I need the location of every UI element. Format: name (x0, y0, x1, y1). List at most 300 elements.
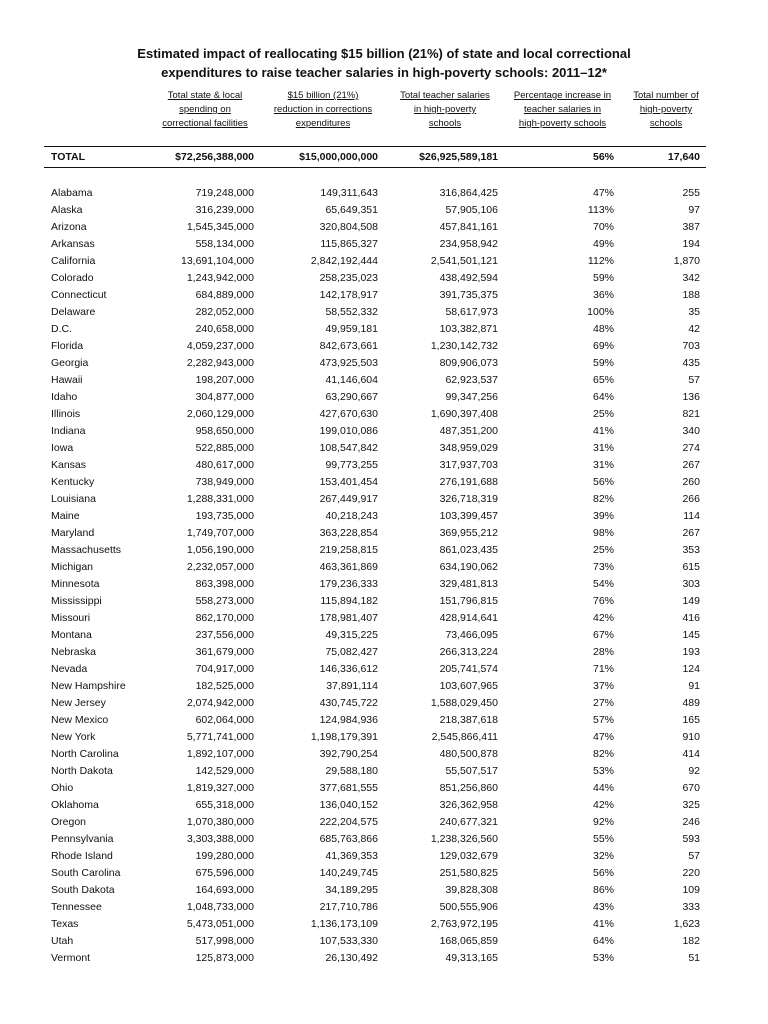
state-name: South Dakota (51, 884, 115, 896)
reduction-cell: 149,311,643 (320, 187, 378, 199)
header-reduction: $15 billion (21%) reduction in corrections expenditures (273, 90, 373, 129)
salaries-cell: 168,065,859 (439, 935, 498, 947)
salaries-cell: 39,828,308 (445, 884, 498, 896)
salaries-cell: 2,763,972,195 (430, 918, 498, 930)
state-name: Delaware (51, 306, 96, 318)
state-name: Hawaii (51, 374, 83, 386)
pct-increase-cell: 53% (592, 952, 614, 964)
reduction-cell: 1,136,173,109 (310, 918, 378, 930)
spending-cell: 1,056,190,000 (186, 544, 254, 556)
state-name: Kentucky (51, 476, 95, 488)
pct-increase-cell: 55% (592, 833, 614, 845)
table-row (0, 883, 768, 900)
table-row (0, 764, 768, 781)
pct-increase-cell: 56% (592, 476, 614, 488)
spending-cell: 1,243,942,000 (186, 272, 254, 284)
spending-cell: 237,556,000 (195, 629, 254, 641)
spending-cell: 316,239,000 (195, 204, 254, 216)
state-name: Pennsylvania (51, 833, 114, 845)
schools-cell: 593 (682, 833, 700, 845)
pct-increase-cell: 31% (592, 459, 614, 471)
pct-increase-cell: 76% (592, 595, 614, 607)
pct-increase-cell: 39% (592, 510, 614, 522)
pct-increase-cell: 32% (592, 850, 614, 862)
header-number-of-schools: Total number of high-poverty schools (633, 90, 699, 129)
schools-cell: 109 (682, 884, 700, 896)
salaries-cell: 55,507,517 (445, 765, 498, 777)
schools-cell: 149 (682, 595, 700, 607)
pct-increase-cell: 44% (592, 782, 614, 794)
pct-increase-cell: 112% (587, 255, 614, 267)
salaries-cell: 809,906,073 (439, 357, 498, 369)
table-row (0, 322, 768, 339)
spending-cell: 684,889,000 (195, 289, 254, 301)
table-row (0, 254, 768, 271)
state-name: Florida (51, 340, 84, 352)
schools-cell: 266 (682, 493, 700, 505)
salaries-cell: 369,955,212 (439, 527, 498, 539)
pct-increase-cell: 37% (592, 680, 614, 692)
schools-cell: 267 (682, 527, 700, 539)
state-name: Nevada (51, 663, 88, 675)
pct-increase-cell: 25% (592, 544, 614, 556)
salaries-cell: 326,718,319 (439, 493, 498, 505)
salaries-cell: 2,541,501,121 (430, 255, 498, 267)
reduction-cell: 58,552,332 (325, 306, 378, 318)
state-name: D.C. (51, 323, 72, 335)
table-row (0, 220, 768, 237)
spending-cell: 517,998,000 (195, 935, 254, 947)
state-name: South Carolina (51, 867, 121, 879)
state-name: Mississippi (51, 595, 102, 607)
schools-cell: 274 (682, 442, 700, 454)
total-row (0, 150, 768, 166)
pct-increase-cell: 67% (592, 629, 614, 641)
salaries-cell: 2,545,866,411 (431, 731, 498, 743)
reduction-cell: 49,959,181 (325, 323, 378, 335)
reduction-cell: 124,984,936 (319, 714, 378, 726)
table-row (0, 407, 768, 424)
pct-increase-cell: 49% (592, 238, 614, 250)
state-name: North Carolina (51, 748, 119, 760)
state-name: Tennessee (51, 901, 102, 913)
state-name: New Jersey (51, 697, 106, 709)
schools-cell: 193 (682, 646, 700, 658)
state-name: Massachusetts (51, 544, 122, 556)
salaries-cell: 634,190,062 (439, 561, 498, 573)
table-title-line-2: expenditures to raise teacher salaries in high-poverty schools: 2011–12* (161, 65, 607, 80)
salaries-cell: 99,347,256 (445, 391, 498, 403)
schools-cell: 165 (682, 714, 700, 726)
pct-increase-cell: 41% (592, 918, 614, 930)
schools-cell: 489 (682, 697, 700, 709)
spending-cell: 142,529,000 (195, 765, 254, 777)
salaries-cell: 251,580,825 (439, 867, 498, 879)
pct-increase-cell: 48% (592, 323, 614, 335)
schools-cell: 51 (688, 952, 700, 964)
state-name: Alabama (51, 187, 93, 199)
table-row (0, 373, 768, 390)
spending-cell: 282,052,000 (195, 306, 254, 318)
salaries-cell: 1,690,397,408 (430, 408, 498, 420)
state-name: Georgia (51, 357, 89, 369)
reduction-cell: 115,894,182 (320, 595, 378, 607)
spending-cell: 5,473,051,000 (186, 918, 254, 930)
state-name: Iowa (51, 442, 74, 454)
state-name: Maryland (51, 527, 95, 539)
salaries-cell: 1,238,326,560 (430, 833, 498, 845)
state-name: Utah (51, 935, 74, 947)
schools-cell: 188 (682, 289, 700, 301)
salaries-cell: 151,796,815 (439, 595, 498, 607)
table-row (0, 849, 768, 866)
pct-increase-cell: 86% (592, 884, 614, 896)
schools-cell: 194 (682, 238, 700, 250)
reduction-cell: 136,040,152 (319, 799, 378, 811)
pct-increase-cell: 53% (592, 765, 614, 777)
spending-cell: 199,280,000 (195, 850, 254, 862)
pct-increase-cell: 59% (592, 272, 614, 284)
table-title-line-1: Estimated impact of reallocating $15 billion (21%) of state and local correctional (137, 46, 631, 61)
divider-bottom (44, 167, 706, 168)
salaries-cell: 428,914,641 (439, 612, 498, 624)
pct-increase-cell: 82% (592, 748, 614, 760)
header-percentage-increase: Percentage increase in teacher salaries in high-poverty schools (513, 90, 612, 129)
schools-cell: 97 (688, 204, 700, 216)
schools-cell: 92 (688, 765, 700, 777)
state-name: Alaska (51, 204, 83, 216)
schools-cell: 267 (682, 459, 700, 471)
salaries-cell: 73,466,095 (445, 629, 498, 641)
header-teacher-salaries: Total teacher salaries in high-poverty schools (400, 90, 490, 129)
reduction-cell: 146,336,612 (319, 663, 378, 675)
reduction-cell: 49,315,225 (325, 629, 378, 641)
spending-cell: 164,693,000 (195, 884, 254, 896)
pct-increase-cell: 47% (592, 187, 614, 199)
pct-increase-cell: 41% (592, 425, 614, 437)
pct-increase-cell: 73% (592, 561, 614, 573)
spending-cell: 704,917,000 (195, 663, 254, 675)
spending-cell: 198,207,000 (195, 374, 254, 386)
table-row (0, 832, 768, 849)
state-name: Ohio (51, 782, 74, 794)
spending-cell: 1,048,733,000 (186, 901, 254, 913)
reduction-cell: 29,588,180 (325, 765, 378, 777)
table-row (0, 628, 768, 645)
schools-cell: 615 (682, 561, 700, 573)
schools-cell: 145 (682, 629, 700, 641)
pct-increase-cell: 113% (587, 204, 614, 216)
salaries-cell: 480,500,878 (439, 748, 498, 760)
table-row (0, 237, 768, 254)
reduction-cell: 75,082,427 (325, 646, 378, 658)
table-row (0, 339, 768, 356)
table-row (0, 288, 768, 305)
reduction-cell: 258,235,023 (319, 272, 378, 284)
schools-cell: 91 (688, 680, 700, 692)
schools-cell: 340 (682, 425, 700, 437)
pct-increase-cell: 92% (592, 816, 614, 828)
state-name: Michigan (51, 561, 94, 573)
state-name: Indiana (51, 425, 86, 437)
spending-cell: 240,658,000 (195, 323, 254, 335)
schools-cell: 220 (682, 867, 700, 879)
schools-cell: 1,623 (673, 918, 700, 930)
salaries-cell: 861,023,435 (439, 544, 498, 556)
table-row (0, 543, 768, 560)
spending-cell: 558,273,000 (195, 595, 254, 607)
table-row (0, 917, 768, 934)
state-name: Vermont (51, 952, 91, 964)
state-name: Texas (51, 918, 79, 930)
reduction-cell: 842,673,661 (319, 340, 378, 352)
schools-cell: 821 (682, 408, 700, 420)
salaries-cell: 391,735,375 (439, 289, 498, 301)
spending-cell: 602,064,000 (195, 714, 254, 726)
reduction-cell: 219,258,815 (319, 544, 378, 556)
total-pct: 56% (592, 151, 614, 163)
schools-cell: 910 (682, 731, 700, 743)
salaries-cell: 103,399,457 (439, 510, 498, 522)
salaries-cell: 103,382,871 (439, 323, 498, 335)
salaries-cell: 487,351,200 (439, 425, 498, 437)
salaries-cell: 316,864,425 (439, 187, 498, 199)
state-name: Arizona (51, 221, 87, 233)
reduction-cell: 2,842,192,444 (310, 255, 378, 267)
state-name: Kansas (51, 459, 87, 471)
reduction-cell: 153,401,454 (319, 476, 378, 488)
reduction-cell: 685,763,866 (319, 833, 378, 845)
spending-cell: 361,679,000 (195, 646, 254, 658)
table-row (0, 203, 768, 220)
pct-increase-cell: 65% (592, 374, 614, 386)
pct-increase-cell: 43% (592, 901, 614, 913)
spending-cell: 719,248,000 (195, 187, 254, 199)
pct-increase-cell: 69% (592, 340, 614, 352)
reduction-cell: 40,218,243 (325, 510, 378, 522)
schools-cell: 435 (682, 357, 700, 369)
reduction-cell: 41,369,353 (325, 850, 378, 862)
reduction-cell: 178,981,407 (319, 612, 378, 624)
reduction-cell: 267,449,917 (319, 493, 378, 505)
reduction-cell: 430,745,722 (319, 697, 378, 709)
salaries-cell: 329,481,813 (439, 578, 498, 590)
spending-cell: 2,282,943,000 (186, 357, 254, 369)
state-rows (0, 186, 768, 968)
spending-cell: 1,819,327,000 (186, 782, 254, 794)
table-row (0, 458, 768, 475)
reduction-cell: 473,925,503 (319, 357, 378, 369)
spending-cell: 958,650,000 (195, 425, 254, 437)
pct-increase-cell: 27% (592, 697, 614, 709)
schools-cell: 1,870 (673, 255, 700, 267)
spending-cell: 5,771,741,000 (186, 731, 254, 743)
salaries-cell: 438,492,594 (439, 272, 498, 284)
table-row (0, 713, 768, 730)
reduction-cell: 363,228,854 (319, 527, 378, 539)
schools-cell: 136 (682, 391, 700, 403)
schools-cell: 325 (682, 799, 700, 811)
spending-cell: 480,617,000 (195, 459, 254, 471)
schools-cell: 42 (688, 323, 700, 335)
spending-cell: 675,596,000 (195, 867, 254, 879)
table-row (0, 662, 768, 679)
salaries-cell: 57,905,106 (445, 204, 498, 216)
salaries-cell: 49,313,165 (445, 952, 498, 964)
reduction-cell: 41,146,604 (325, 374, 378, 386)
table-row (0, 475, 768, 492)
salaries-cell: 276,191,688 (439, 476, 498, 488)
spending-cell: 182,525,000 (195, 680, 254, 692)
table-row (0, 305, 768, 322)
state-name: New Hampshire (51, 680, 126, 692)
table-row (0, 781, 768, 798)
schools-cell: 124 (682, 663, 700, 675)
table-row (0, 951, 768, 968)
pct-increase-cell: 82% (592, 493, 614, 505)
reduction-cell: 115,865,327 (320, 238, 378, 250)
table-row (0, 492, 768, 509)
salaries-cell: 218,387,618 (439, 714, 498, 726)
reduction-cell: 65,649,351 (325, 204, 378, 216)
salaries-cell: 851,256,860 (439, 782, 498, 794)
total-salaries: $26,925,589,181 (419, 151, 498, 163)
spending-cell: 193,735,000 (195, 510, 254, 522)
pct-increase-cell: 25% (592, 408, 614, 420)
table-row (0, 509, 768, 526)
divider-top (44, 146, 706, 147)
table-row (0, 645, 768, 662)
salaries-cell: 62,923,537 (445, 374, 498, 386)
spending-cell: 1,545,345,000 (186, 221, 254, 233)
reduction-cell: 377,681,555 (319, 782, 378, 794)
state-name: New York (51, 731, 96, 743)
state-name: North Dakota (51, 765, 113, 777)
schools-cell: 114 (683, 510, 700, 522)
reduction-cell: 34,189,295 (325, 884, 378, 896)
spending-cell: 4,059,237,000 (186, 340, 254, 352)
reduction-cell: 142,178,917 (319, 289, 378, 301)
reduction-cell: 140,249,745 (319, 867, 378, 879)
salaries-cell: 1,588,029,450 (430, 697, 498, 709)
table-row (0, 577, 768, 594)
schools-cell: 416 (682, 612, 700, 624)
salaries-cell: 129,032,679 (439, 850, 498, 862)
salaries-cell: 1,230,142,732 (430, 340, 498, 352)
schools-cell: 35 (688, 306, 700, 318)
table-row (0, 271, 768, 288)
reduction-cell: 63,290,667 (325, 391, 378, 403)
table-row (0, 747, 768, 764)
table-row (0, 356, 768, 373)
reduction-cell: 99,773,255 (325, 459, 378, 471)
state-name: Minnesota (51, 578, 100, 590)
reduction-cell: 463,361,869 (319, 561, 378, 573)
table-row (0, 594, 768, 611)
reduction-cell: 217,710,786 (319, 901, 378, 913)
reduction-cell: 427,670,630 (319, 408, 378, 420)
state-name: Maine (51, 510, 80, 522)
total-schools: 17,640 (667, 151, 700, 163)
salaries-cell: 58,617,973 (445, 306, 498, 318)
table-row (0, 934, 768, 951)
state-name: Rhode Island (51, 850, 113, 862)
total-reduction: $15,000,000,000 (299, 151, 378, 163)
spending-cell: 13,691,104,000 (181, 255, 254, 267)
spending-cell: 1,288,331,000 (186, 493, 254, 505)
schools-cell: 303 (682, 578, 700, 590)
reduction-cell: 108,547,842 (319, 442, 378, 454)
state-name: Connecticut (51, 289, 107, 301)
state-name: California (51, 255, 96, 267)
salaries-cell: 266,313,224 (439, 646, 498, 658)
spending-cell: 655,318,000 (195, 799, 254, 811)
pct-increase-cell: 100% (587, 306, 614, 318)
spending-cell: 558,134,000 (195, 238, 254, 250)
table-row (0, 866, 768, 883)
reduction-cell: 26,130,492 (325, 952, 378, 964)
spending-cell: 1,070,380,000 (186, 816, 254, 828)
table-row (0, 730, 768, 747)
table-row (0, 798, 768, 815)
salaries-cell: 457,841,161 (439, 221, 498, 233)
salaries-cell: 348,959,029 (439, 442, 498, 454)
table-row (0, 900, 768, 917)
reduction-cell: 179,236,333 (319, 578, 378, 590)
schools-cell: 342 (682, 272, 700, 284)
salaries-cell: 240,677,321 (439, 816, 498, 828)
spending-cell: 738,949,000 (195, 476, 254, 488)
schools-cell: 333 (682, 901, 700, 913)
spending-cell: 2,060,129,000 (186, 408, 254, 420)
state-name: New Mexico (51, 714, 109, 726)
table-row (0, 390, 768, 407)
state-name: Oklahoma (51, 799, 99, 811)
table-row (0, 679, 768, 696)
reduction-cell: 1,198,179,391 (310, 731, 378, 743)
pct-increase-cell: 64% (592, 391, 614, 403)
spending-cell: 3,303,388,000 (186, 833, 254, 845)
salaries-cell: 234,958,942 (439, 238, 498, 250)
pct-increase-cell: 56% (592, 867, 614, 879)
table-row (0, 441, 768, 458)
salaries-cell: 500,555,906 (439, 901, 498, 913)
salaries-cell: 317,937,703 (439, 459, 498, 471)
schools-cell: 182 (682, 935, 700, 947)
state-name: Louisiana (51, 493, 96, 505)
pct-increase-cell: 70% (592, 221, 614, 233)
state-name: Idaho (51, 391, 78, 403)
schools-cell: 255 (682, 187, 700, 199)
pct-increase-cell: 42% (592, 612, 614, 624)
spending-cell: 1,749,707,000 (186, 527, 254, 539)
total-spending: $72,256,388,000 (175, 151, 254, 163)
spending-cell: 1,892,107,000 (186, 748, 254, 760)
spending-cell: 304,877,000 (195, 391, 254, 403)
table-row (0, 186, 768, 203)
table-title (60, 44, 708, 82)
schools-cell: 57 (688, 850, 700, 862)
schools-cell: 414 (682, 748, 700, 760)
table-row (0, 696, 768, 713)
state-name: Missouri (51, 612, 91, 624)
state-name: Colorado (51, 272, 94, 284)
schools-cell: 246 (682, 816, 700, 828)
pct-increase-cell: 54% (592, 578, 614, 590)
pct-increase-cell: 28% (592, 646, 614, 658)
table-row (0, 815, 768, 832)
table-row (0, 424, 768, 441)
